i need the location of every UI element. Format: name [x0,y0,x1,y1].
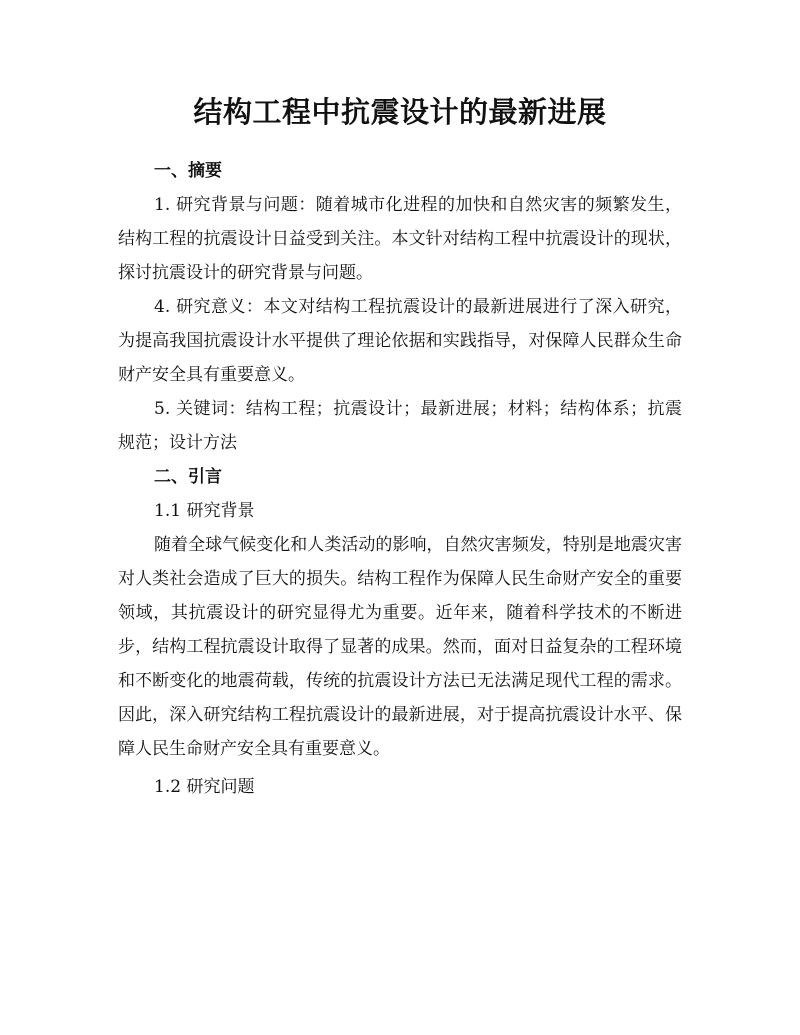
intro-paragraph-background: 随着全球气候变化和人类活动的影响，自然灾害频发，特别是地震灾害对人类社会造成了巨大的损失。结构工程作为保障人民生命财产安全的重要领域，其抗震设计的研究显得尤为重要。近年来，随着科学技术的不断进步，结构工程抗震设计取得了显著的成果。然而，面对日益复杂的工程环境和不断变化的地震荷载，传统的抗震设计方法已无法满足现代工程的需求。因此，深入研究结构工程抗震设计的最新进展，对于提高抗震设计水平、保障人民生命财产安全具有重要意义。 [118,535,682,759]
subheading-research-question: 1.2 研究问题 [154,777,255,797]
abstract-paragraph-keywords: 5. 关键词：结构工程；抗震设计；最新进展；材料；结构体系；抗震规范；设计方法 [118,399,682,453]
abstract-paragraph-significance: 4. 研究意义：本文对结构工程抗震设计的最新进展进行了深入研究，为提高我国抗震设计水平提供了理论依据和实践指导，对保障人民群众生命财产安全具有重要意义。 [118,297,682,385]
section-heading-abstract: 一、摘要 [154,161,222,181]
document-title: 结构工程中抗震设计的最新进展 [193,95,607,129]
abstract-paragraph-background: 1. 研究背景与问题：随着城市化进程的加快和自然灾害的频繁发生，结构工程的抗震设计日益受到关注。本文针对结构工程中抗震设计的现状，探讨抗震设计的研究背景与问题。 [118,195,682,283]
subheading-research-background: 1.1 研究背景 [154,501,255,521]
section-heading-introduction: 二、引言 [154,467,222,487]
